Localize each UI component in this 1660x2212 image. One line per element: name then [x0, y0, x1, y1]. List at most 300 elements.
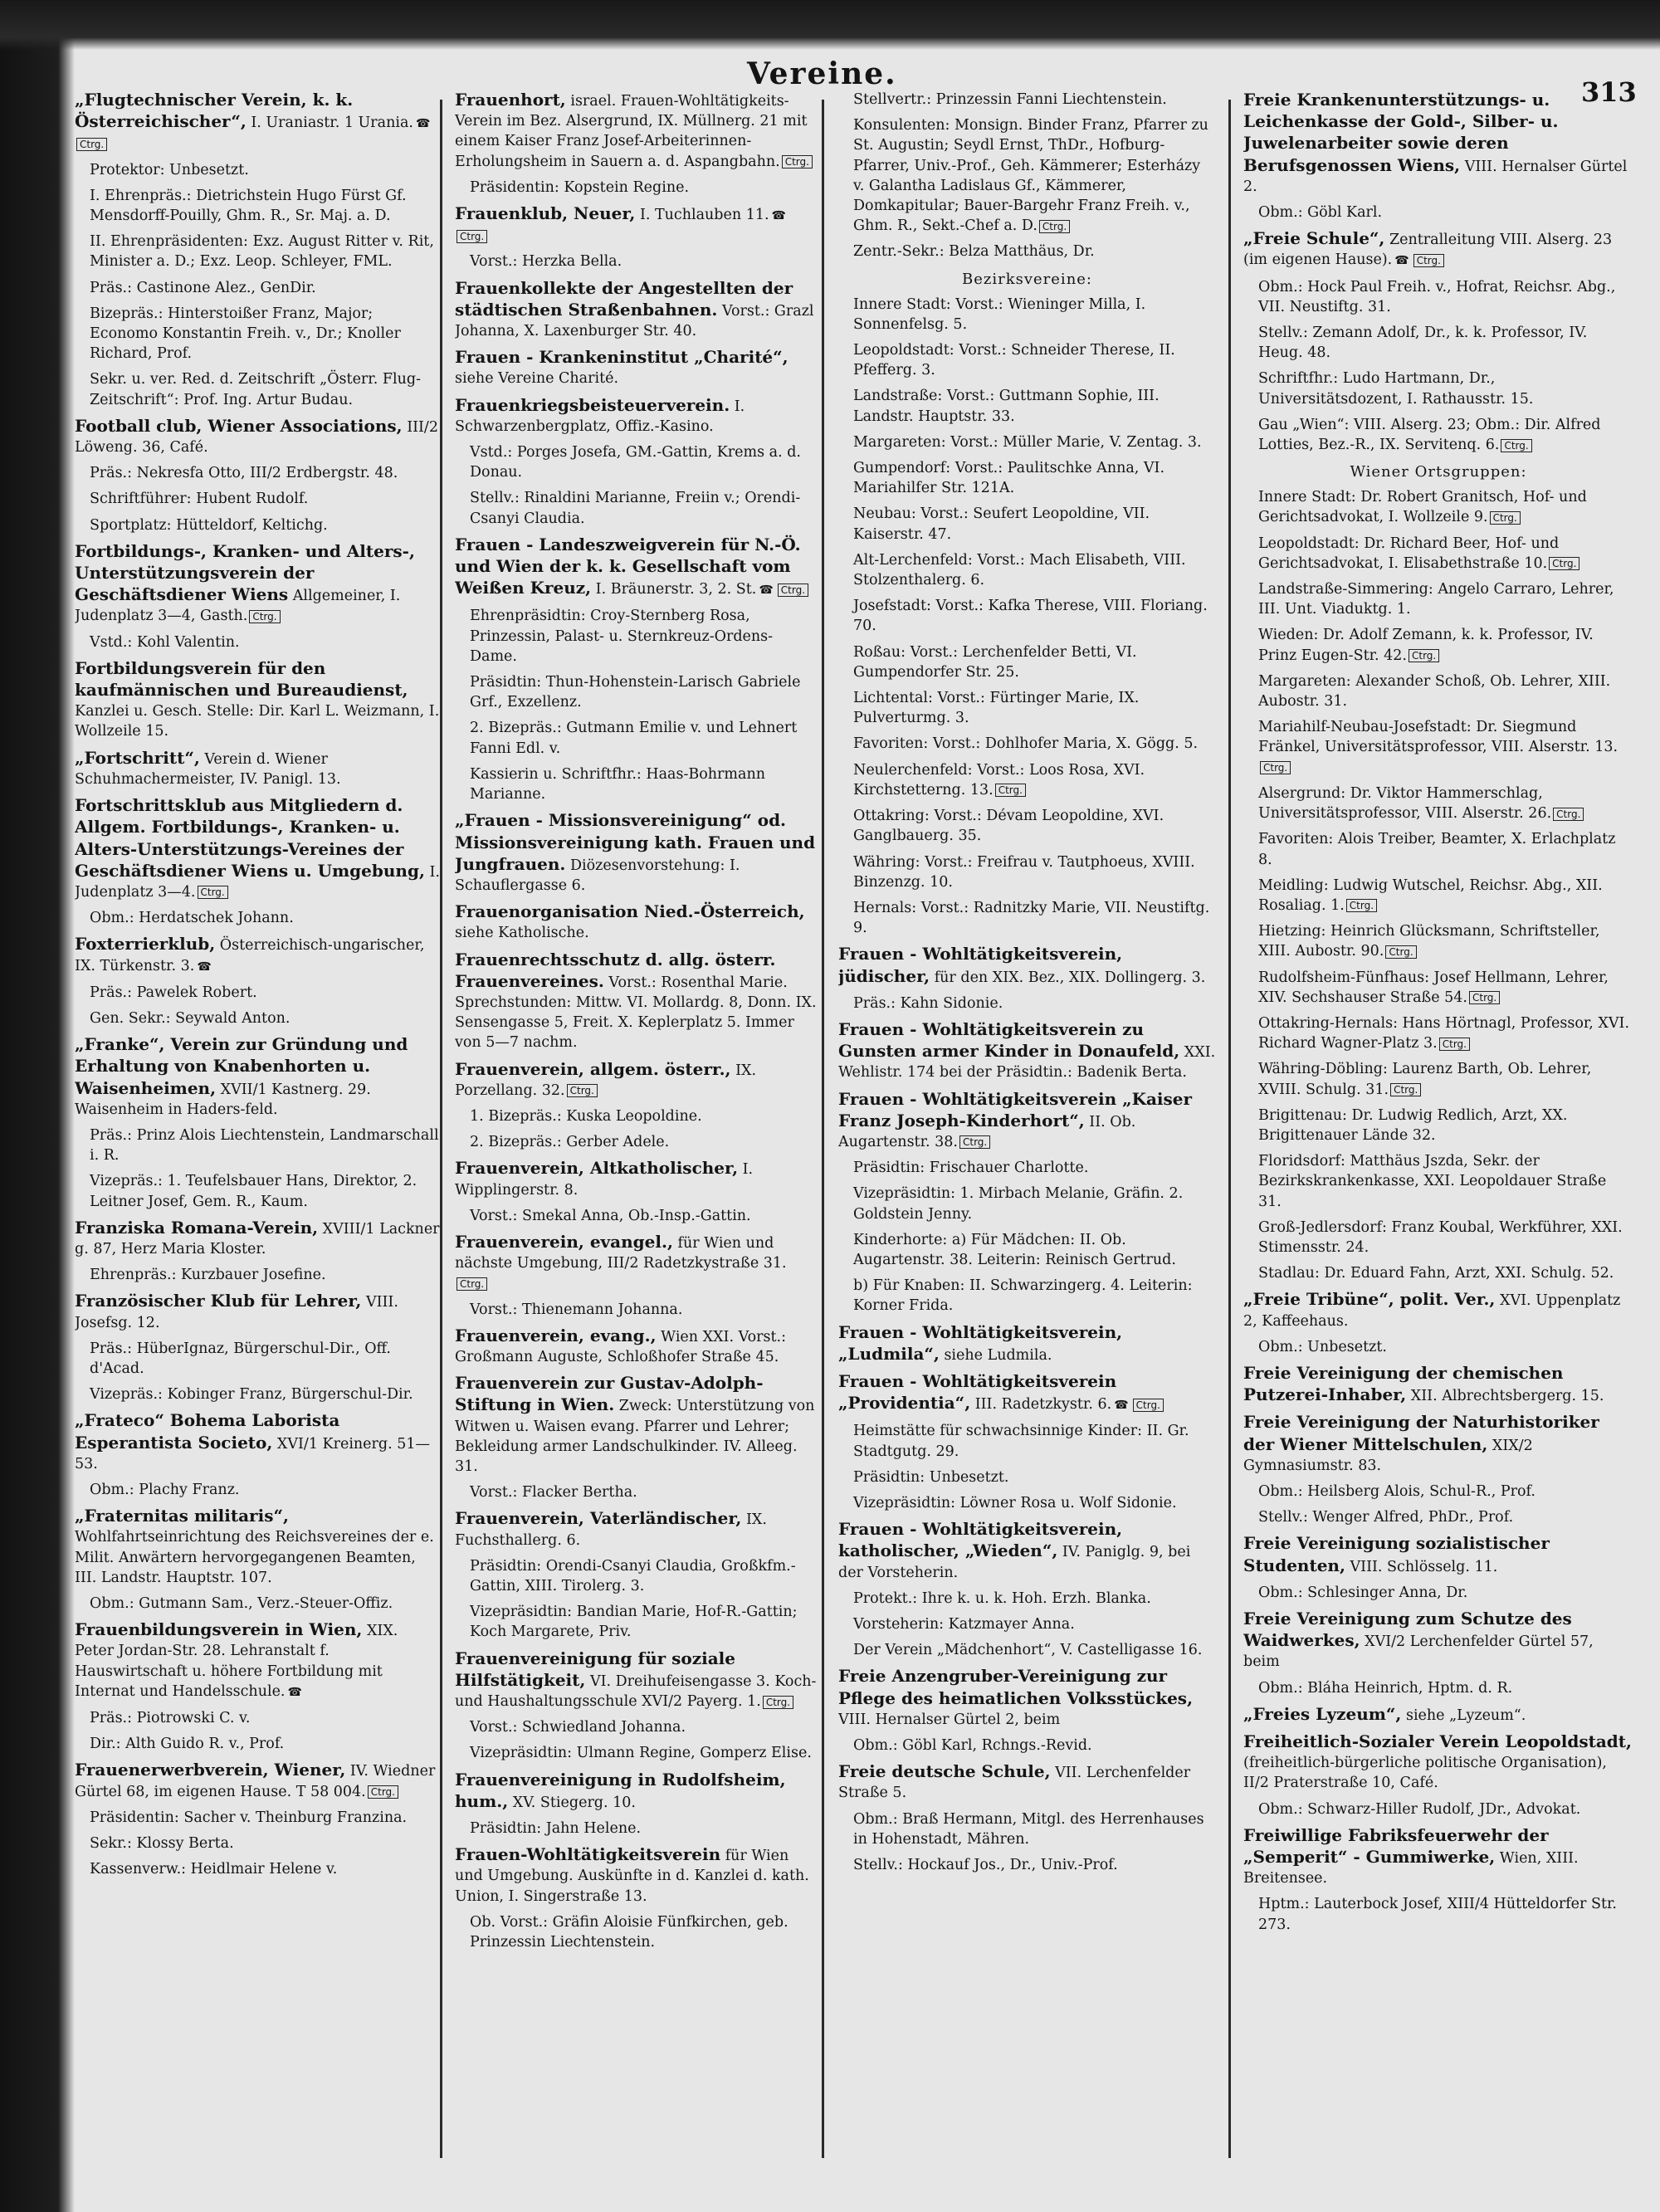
- entry-text: Protektor: Unbesetzt.: [90, 161, 249, 178]
- entry-heading: Freie Anzengruber-Vereinigung zur Pflege des heimatlichen Volksstückes,: [838, 1666, 1194, 1708]
- section-heading: Bezirksvereine:: [961, 270, 1092, 288]
- entry-text: Obm.: Unbesetzt.: [1258, 1338, 1387, 1355]
- entry-text: III/2 Löweng. 36, Café.: [75, 418, 438, 457]
- entry-text: I. Uraniastr. 1 Urania.: [251, 115, 413, 132]
- entry-heading: Frauen - Krankeninstitut „Charité“,: [455, 347, 788, 368]
- directory-entry: [75, 1384, 440, 1404]
- entry-text: Obm.: Gutmann Sam., Verz.-Steuer-Offiz.: [90, 1595, 393, 1612]
- directory-entry: [455, 764, 820, 804]
- ctrg-badge: Ctrg.: [1346, 899, 1377, 912]
- directory-entry: [1243, 369, 1633, 408]
- directory-entry: [838, 1614, 1216, 1634]
- directory-entry: [455, 1602, 820, 1642]
- entry-text: Margareten: Alexander Schoß, Ob. Lehrer, XIII. Aubostr. 31.: [1258, 672, 1611, 710]
- ctrg-badge: Ctrg.: [1553, 808, 1584, 821]
- entry-text: Vizepräs.: Kobinger Franz, Bürgerschul-Dir.: [90, 1386, 413, 1404]
- directory-entry: [838, 458, 1216, 498]
- entry-text: Stellv.: Zemann Adolf, Dr., k. k. Professor, IV. Heug. 48.: [1258, 325, 1588, 362]
- entry-text: Obm.: Plachy Franz.: [90, 1481, 240, 1498]
- page-title: Vereine.: [747, 56, 897, 91]
- directory-entry: [455, 1132, 820, 1152]
- directory-entry: [1243, 1412, 1633, 1476]
- ctrg-badge: Ctrg.: [1039, 220, 1070, 233]
- telephone-icon: ☎: [197, 960, 212, 974]
- directory-entry: [455, 1059, 820, 1101]
- directory-entry: [75, 983, 440, 1003]
- directory-entry: [75, 304, 440, 364]
- directory-entry: [838, 1519, 1216, 1583]
- directory-entry: [1243, 90, 1633, 197]
- directory-entry: [75, 1506, 440, 1588]
- telephone-icon: ☎: [771, 209, 786, 223]
- entry-text: Vstd.: Porges Josefa, GM.-Gattin, Krems a. d. Donau.: [470, 444, 801, 481]
- entry-text: XIX. Peter Jordan-Str. 28. Lehranstalt f. Hauswirtschaft u. höhere Fortbildung mit Internat und Handelsschule.: [75, 1623, 398, 1700]
- directory-entry: [455, 606, 820, 667]
- entry-text: Vizepräsidtin: 1. Mirbach Melanie, Gräfin. 2. Goldstein Jenny.: [853, 1185, 1184, 1223]
- directory-entry: [838, 1809, 1216, 1849]
- directory-entry: [1243, 717, 1633, 778]
- directory-entry: [838, 852, 1216, 892]
- directory-entry: [838, 432, 1216, 452]
- directory-entry: [455, 672, 820, 712]
- directory-entry: [838, 1493, 1216, 1513]
- entry-heading: Frauen - Wohltätigkeitsverein, katholischer, „Wieden“,: [838, 1519, 1123, 1561]
- directory-entry: [75, 1339, 440, 1379]
- entry-text: Obm.: Herdatschek Johann.: [90, 910, 294, 927]
- column-rule: [822, 100, 824, 2158]
- directory-entry: [455, 442, 820, 482]
- directory-entry: [1243, 1894, 1633, 1934]
- entry-text: siehe Ludmila.: [944, 1346, 1052, 1364]
- directory-entry: [75, 1594, 440, 1614]
- directory-entry: [1243, 876, 1633, 916]
- directory-entry: [75, 1760, 440, 1801]
- entry-text: Margareten: Vorst.: Müller Marie, V. Zentag. 3.: [853, 433, 1202, 451]
- directory-entry: [455, 278, 820, 342]
- entry-heading: Fortbildungs-, Kranken- und Alters-, Unterstützungsverein der Geschäftsdiener Wiens: [75, 540, 415, 605]
- scan-edge-left: [0, 0, 75, 2212]
- entry-text: Ehrenpräs.: Kurzbauer Josefine.: [90, 1267, 326, 1284]
- entry-heading: Frauenverein, allgem. österr.,: [455, 1058, 731, 1079]
- directory-entry: [838, 596, 1216, 636]
- entry-heading: Frauenvereinigung in Rudolfsheim, hum.,: [455, 1769, 786, 1811]
- entry-text: XXI. Wehlistr. 174 bei der Präsidtin.: Badenik Berta.: [838, 1044, 1216, 1082]
- entry-heading: Frauenvereinigung für soziale Hilfstätigkeit,: [455, 1648, 735, 1690]
- entry-text: Stellv.: Rinaldini Marianne, Freiin v.; Orendi-Csanyi Claudia.: [470, 490, 801, 527]
- directory-entry: [455, 718, 820, 758]
- entry-text: Zweck: Unterstützung von Witwen u. Waisen evang. Pfarrer und Lehrer; Bekleidung armer Landschulkinder. IV. Alleeg. 31.: [455, 1398, 815, 1475]
- entry-text: I. Bräunerstr. 3, 2. St.: [595, 581, 757, 598]
- directory-entry: [838, 504, 1216, 544]
- entry-heading: Frauenverein, evangel.,: [455, 1231, 673, 1252]
- entry-text: für Wien und Umgebung. Auskünfte in d. Kanzlei d. kath. Union, I. Singerstraße 13.: [455, 1848, 809, 1905]
- directory-entry: [1243, 1678, 1633, 1698]
- directory-entry: [75, 541, 440, 627]
- entry-text: Lichtental: Vorst.: Fürtinger Marie, IX. Pulverturmg. 3.: [853, 690, 1140, 727]
- entry-text: XV. Stiegerg. 10.: [512, 1794, 636, 1811]
- entry-text: Sportplatz: Hütteldorf, Keltichg.: [90, 516, 328, 534]
- entry-text: Leopoldstadt: Vorst.: Schneider Therese, II. Pfefferg. 3.: [853, 342, 1175, 379]
- entry-text: VIII. Schlösselg. 11.: [1350, 1558, 1498, 1575]
- entry-text: IV. Paniglg. 9, bei der Vorsteherin.: [838, 1544, 1191, 1581]
- entry-heading: „Fraternitas militaris“,: [75, 1506, 289, 1526]
- directory-entry: [1243, 625, 1633, 665]
- entry-text: Zentr.-Sekr.: Belza Matthäus, Dr.: [853, 243, 1095, 261]
- directory-entry: [75, 934, 440, 976]
- entry-text: Allgemeiner, I. Judenplatz 3—4, Gasth.: [75, 588, 401, 625]
- entry-text: Kinderhorte: a) Für Mädchen: II. Ob. Augartenstr. 38. Leiterin: Reinisch Gertrud.: [853, 1231, 1176, 1268]
- ctrg-badge: Ctrg.: [1439, 1038, 1470, 1051]
- entry-text: Hietzing: Heinrich Glücksmann, Schriftsteller, XIII. Aubostr. 90.: [1258, 923, 1600, 960]
- ctrg-badge: Ctrg.: [76, 138, 107, 151]
- entry-text: Vorst.: Schwiedland Johanna.: [470, 1719, 686, 1736]
- directory-entry: [455, 1232, 820, 1294]
- entry-heading: „Freies Lyzeum“,: [1243, 1703, 1402, 1724]
- entry-heading: Frauenrechtsschutz d. allg. österr. Frauenvereines.: [455, 949, 776, 991]
- entry-text: 2. Bizepräs.: Gerber Adele.: [470, 1134, 670, 1151]
- directory-entry: [1243, 1533, 1633, 1576]
- directory-entry: [75, 1218, 440, 1259]
- directory-entry: [1243, 1289, 1633, 1331]
- directory-entry: [75, 232, 440, 271]
- directory-entry: [455, 395, 820, 437]
- entry-text: Landstraße-Simmering: Angelo Carraro, Lehrer, III. Unt. Viaduktg. 1.: [1258, 581, 1614, 618]
- ctrg-badge: Ctrg.: [1390, 1083, 1421, 1096]
- entry-text: Sekr.: Klossy Berta.: [90, 1835, 234, 1853]
- ctrg-badge: Ctrg.: [1469, 991, 1500, 1004]
- entry-heading: Freie deutsche Schule,: [838, 1761, 1051, 1782]
- directory-entry: [455, 203, 820, 246]
- entry-text: Stellv.: Wenger Alfred, PhDr., Prof.: [1258, 1509, 1514, 1526]
- ctrg-badge: Ctrg.: [1490, 511, 1521, 525]
- directory-entry: [1243, 921, 1633, 961]
- entry-text: IX. Fuchsthallerg. 6.: [455, 1511, 767, 1549]
- entry-heading: Frauenerwerbverein, Wiener,: [75, 1760, 346, 1780]
- directory-entry: [1243, 1583, 1633, 1603]
- directory-entry: [1243, 534, 1633, 574]
- entry-text: für Wien und nächste Umgebung, III/2 Radetzkystraße 31.: [455, 1234, 787, 1272]
- entry-heading: Frauenkriegsbeisteuerverein.: [455, 394, 730, 415]
- ctrg-badge: Ctrg.: [1409, 649, 1439, 662]
- directory-entry: [455, 1373, 820, 1477]
- column-4: [1243, 90, 1633, 2181]
- entry-text: Währing: Vorst.: Freifrau v. Tautphoeus, XVIII. Binzenzg. 10.: [853, 853, 1195, 891]
- directory-entry: [838, 550, 1216, 590]
- entry-text: XVI. Uppenplatz 2, Kaffeehaus.: [1243, 1292, 1621, 1330]
- directory-entry: [838, 688, 1216, 728]
- entry-text: 1. Bizepräs.: Kuska Leopoldine.: [470, 1107, 702, 1125]
- directory-entry: [1243, 1106, 1633, 1145]
- entry-text: Obm.: Schlesinger Anna, Dr.: [1258, 1584, 1468, 1601]
- directory-entry: [455, 1844, 820, 1907]
- entry-text: VIII. Hernalser Gürtel 2.: [1243, 158, 1628, 195]
- entry-text: israel. Frauen-Wohltätigkeits-Verein im Bez. Alsergrund, IX. Müllnerg. 21 mit einem Kaiser Franz Josef-Arbeiterinnen-Erholungsheim in Sauern a. d. Aspangbahn.: [455, 93, 808, 170]
- entry-text: Präs.: Kahn Sidonie.: [853, 994, 1003, 1012]
- directory-entry: [75, 1126, 440, 1165]
- column-1: [75, 90, 440, 2181]
- entry-text: Präsidtin: Unbesetzt.: [853, 1468, 1009, 1486]
- entry-text: Vizepräsidtin: Löwner Rosa u. Wolf Sidonie.: [853, 1494, 1177, 1511]
- directory-entry: [1243, 1482, 1633, 1502]
- entry-text: Mariahilf-Neubau-Josefstadt: Dr. Siegmund Fränkel, Universitätsprofessor, VIII. Alserstr. 13.: [1258, 719, 1618, 756]
- telephone-icon: ☎: [759, 584, 774, 598]
- telephone-icon: ☎: [1114, 1399, 1129, 1413]
- entry-text: Obm.: Göbl Karl.: [1258, 204, 1383, 222]
- entry-text: Stellv.: Hockauf Jos., Dr., Univ.-Prof.: [853, 1857, 1118, 1874]
- entry-text: Ob. Vorst.: Gräfin Aloisie Fünfkirchen, geb. Prinzessin Liechtenstein.: [470, 1913, 788, 1951]
- directory-entry: [838, 1467, 1216, 1487]
- directory-entry: [455, 901, 820, 943]
- directory-entry: [75, 1708, 440, 1728]
- directory-entry: [455, 810, 820, 896]
- directory-entry: [455, 1770, 820, 1813]
- column-rule: [1228, 100, 1231, 2158]
- ctrg-badge: Ctrg.: [1413, 254, 1444, 267]
- entry-heading: Freie Vereinigung der chemischen Putzerei-Inhaber,: [1243, 1362, 1564, 1405]
- directory-entry: [838, 642, 1216, 682]
- entry-text: Stellvertr.: Prinzessin Fanni Liechtenstein.: [853, 91, 1167, 108]
- telephone-icon: ☎: [415, 117, 431, 131]
- entry-text: siehe Katholische.: [455, 925, 589, 942]
- entry-text: Schriftfhr.: Ludo Hartmann, Dr., Universitätsdozent, I. Rathausstr. 15.: [1258, 370, 1534, 408]
- directory-entry: [75, 278, 440, 298]
- entry-text: Leopoldstadt: Dr. Richard Beer, Hof- und Gerichtsadvokat, I. Elisabethstraße 10.: [1258, 535, 1560, 572]
- entry-text: XVIII/1 Lackner g. 87, Herz Maria Kloster.: [75, 1220, 440, 1257]
- entry-text: Präsidentin: Kopstein Regine.: [470, 178, 690, 196]
- entry-text: III. Radetzkystr. 6.: [974, 1396, 1112, 1414]
- directory-entry: [75, 908, 440, 928]
- entry-text: IV. Wiedner Gürtel 68, im eigenen Hause. T 58 004.: [75, 1763, 436, 1800]
- entry-text: XVI/2 Lerchenfelder Gürtel 57, beim: [1243, 1633, 1594, 1671]
- directory-entry: [838, 944, 1216, 987]
- directory-entry: [1243, 323, 1633, 363]
- directory-entry: [455, 1106, 820, 1126]
- ctrg-badge: Ctrg.: [1133, 1399, 1164, 1412]
- column-rule: [440, 100, 442, 2158]
- entry-text: II. Ob. Augartenstr. 38.: [838, 1113, 1136, 1150]
- entry-text: Obm.: Braß Hermann, Mitgl. des Herrenhauses in Hohenstadt, Mähren.: [853, 1810, 1204, 1848]
- entry-heading: Fortschrittsklub aus Mitgliedern d. Allgem. Fortbildungs-, Kranken- u. Alters-Unterstützungs-Vereines der Geschäftsdiener Wiens u. Umgebung,: [75, 795, 425, 881]
- entry-text: Heimstätte für schwachsinnige Kinder: II. Gr. Stadtgutg. 29.: [853, 1423, 1189, 1460]
- ctrg-badge: Ctrg.: [1501, 439, 1531, 452]
- directory-entry: [455, 1206, 820, 1226]
- entry-heading: Frauenverein, Altkatholischer,: [455, 1158, 739, 1179]
- entry-heading: Frauen - Wohltätigkeitsverein „Kaiser Franz Joseph-Kinderhort“,: [838, 1088, 1193, 1130]
- entry-text: für den XIX. Bez., XIX. Dollingerg. 3.: [934, 969, 1206, 986]
- entry-heading: Frauenbildungsverein in Wien,: [75, 1619, 363, 1640]
- entry-heading: Foxterrierklub,: [75, 934, 216, 955]
- entry-heading: Fortbildungsverein für den kaufmännischen und Bureaudienst,: [75, 657, 408, 701]
- entry-text: II. Ehrenpräsidenten: Exz. August Ritter v. Rit, Minister a. D.; Exz. Leop. Schleyer, FML.: [90, 233, 434, 271]
- directory-entry: [455, 1717, 820, 1737]
- entry-text: siehe „Lyzeum“.: [1405, 1707, 1526, 1724]
- entry-heading: „Freie Schule“,: [1243, 228, 1385, 249]
- entry-text: Roßau: Vorst.: Lerchenfelder Betti, VI. Gumpendorfer Str. 25.: [853, 643, 1137, 681]
- directory-entry: [75, 369, 440, 409]
- entry-text: Alt-Lerchenfeld: Vorst.: Mach Elisabeth, VIII. Stolzenthalerg. 6.: [853, 551, 1186, 589]
- entry-text: Wien, XIII. Breitensee.: [1243, 1850, 1579, 1887]
- entry-heading: Frauen-Wohltätigkeitsverein: [455, 1844, 721, 1865]
- entry-text: Diözesenvorstehung: I. Schauflergasse 6.: [455, 857, 740, 894]
- entry-text: Konsulenten: Monsign. Binder Franz, Pfarrer zu St. Augustin; Seydl Ernst, ThDr., Hofburg-Pfarrer, Univ.-Prof., Geh. Kämmerer; Esterházy v. Galantha Ladislaus Gf., Kämmerer, Domkapitular; Bauer-Bargehr Franz Freih. v., Ghm. R., Sekt.-Chef a. D.: [853, 117, 1208, 235]
- entry-text: I. Tuchlauben 11.: [639, 207, 769, 224]
- entry-heading: „Fortschritt“,: [75, 747, 200, 768]
- entry-text: Obm.: Hock Paul Freih. v., Hofrat, Reichsr. Abg., VII. Neustiftg. 31.: [1258, 278, 1616, 315]
- directory-entry: [1243, 671, 1633, 711]
- directory-entry: [75, 795, 440, 902]
- directory-entry: [838, 242, 1216, 261]
- entry-text: Floridsdorf: Matthäus Jszda, Sekr. der Bezirkskrankenkasse, XXI. Leopoldauer Straße 31.: [1258, 1153, 1607, 1210]
- directory-entry: [838, 115, 1216, 236]
- entry-text: Bizepräs.: Hinterstoißer Franz, Major; Economo Konstantin Freih. v., Dr.; Knoller Richard, Prof.: [90, 305, 401, 363]
- directory-entry: [838, 1230, 1216, 1270]
- entry-text: Präsidtin: Jahn Helene.: [470, 1820, 642, 1838]
- ctrg-badge: Ctrg.: [959, 1135, 990, 1149]
- entry-text: 2. Bizepräs.: Gutmann Emilie v. und Lehnert Fanni Edl. v.: [470, 720, 798, 757]
- directory-entry: [838, 1322, 1216, 1365]
- directory-entry: [1243, 1799, 1633, 1819]
- directory-entry: [1243, 829, 1633, 869]
- directory-entry: [1243, 1151, 1633, 1212]
- entry-text: (freiheitlich-bürgerliche politische Organisation), II/2 Praterstraße 10, Café.: [1243, 1755, 1607, 1792]
- entry-text: Vizepräs.: 1. Teufelsbauer Hans, Direktor, 2. Leitner Josef, Gem. R., Kaum.: [90, 1173, 417, 1210]
- entry-text: Ehrenpräsidtin: Croy-Sternberg Rosa, Prinzessin, Palast- u. Sternkreuz-Ordens-Dame.: [470, 608, 774, 665]
- ctrg-badge: Ctrg.: [368, 1785, 398, 1799]
- directory-entry: [838, 1761, 1216, 1803]
- entry-text: Favoriten: Alois Treiber, Beamter, X. Erlachplatz 8.: [1258, 831, 1616, 868]
- directory-entry: [75, 1480, 440, 1500]
- entry-text: Der Verein „Mädchenhort“, V. Castelligasse 16.: [853, 1642, 1203, 1659]
- directory-entry: [1243, 1825, 1633, 1889]
- directory-entry: [455, 1556, 820, 1596]
- entry-heading: Frauenverein zur Gustav-Adolph-Stiftung in Wien.: [455, 1373, 764, 1415]
- entry-text: Vorst.: Rosenthal Marie. Sprechstunden: Mittw. VI. Mollardg. 8, Donn. IX. Sensengasse 5, Freit. X. Keplerplatz 5. Immer von 5—7 nachm.: [455, 974, 817, 1052]
- directory-entry: [75, 1619, 440, 1702]
- entry-text: Josefstadt: Vorst.: Kafka Therese, VIII. Floriang. 70.: [853, 598, 1208, 635]
- directory-entry: [75, 1171, 440, 1211]
- directory-entry: [838, 1736, 1216, 1755]
- directory-entry: [1243, 203, 1633, 222]
- section-heading: Wiener Ortsgruppen:: [1350, 463, 1527, 481]
- entry-text: Obm.: Bláha Heinrich, Hptm. d. R.: [1258, 1679, 1513, 1697]
- ctrg-badge: Ctrg.: [249, 610, 280, 623]
- entry-heading: Frauen - Wohltätigkeitsverein „Providentia“,: [838, 1370, 1117, 1414]
- directory-entry: [1243, 968, 1633, 1008]
- entry-text: Vorst.: Thienemann Johanna.: [470, 1301, 683, 1318]
- directory-entry: [1243, 487, 1633, 527]
- entry-text: Präs.: Nekresfa Otto, III/2 Erdbergstr. 48.: [90, 465, 398, 482]
- entry-text: Vorst.: Grazl Johanna, X. Laxenburger Str. 40.: [455, 302, 814, 340]
- directory-entry: [838, 1276, 1216, 1316]
- ctrg-badge: Ctrg.: [198, 886, 228, 899]
- directory-entry: [75, 748, 440, 789]
- page-number: 313: [1581, 76, 1637, 108]
- entry-text: Ottakring-Hernals: Hans Hörtnagl, Professor, XVI. Richard Wagner-Platz 3.: [1258, 1014, 1630, 1052]
- directory-entry: [75, 1834, 440, 1853]
- entry-heading: Freiwillige Fabriksfeuerwehr der „Semperit“ - Gummiwerke,: [1243, 1824, 1549, 1868]
- entry-text: Präsidentin: Sacher v. Theinburg Franzina.: [90, 1809, 408, 1826]
- entry-text: I. Ehrenpräs.: Dietrichstein Hugo Fürst Gf. Mensdorff-Pouilly, Ghm. R., Sr. Maj. a. D.: [90, 187, 407, 225]
- entry-text: I. Schwarzenbergplatz, Offiz.-Kasino.: [455, 398, 745, 435]
- entry-text: Favoriten: Vorst.: Dohlhofer Maria, X. Gögg. 5.: [853, 735, 1199, 753]
- entry-heading: Frauenklub, Neuer,: [455, 203, 636, 224]
- directory-entry: [455, 251, 820, 271]
- entry-text: Währing-Döbling: Laurenz Barth, Ob. Lehrer, XVIII. Schulg. 31.: [1258, 1061, 1592, 1098]
- directory-entry: [1243, 1731, 1633, 1794]
- directory-entry: [838, 1184, 1216, 1223]
- entry-text: Vstd.: Kohl Valentin.: [90, 633, 240, 651]
- entry-heading: Football club, Wiener Associations,: [75, 415, 403, 436]
- directory-entry: [75, 1291, 440, 1332]
- directory-entry: [1243, 1013, 1633, 1053]
- directory-entry: [455, 1482, 820, 1502]
- entry-text: b) Für Knaben: II. Schwarzingerg. 4. Leiterin: Korner Frida.: [853, 1277, 1193, 1315]
- directory-entry: [838, 806, 1216, 846]
- directory-entry: [838, 386, 1216, 426]
- directory-entry: [1243, 784, 1633, 823]
- entry-heading: „Flugtechnischer Verein, k. k. Österreichischer“,: [75, 90, 354, 132]
- entry-text: Vorst.: Smekal Anna, Ob.-Insp.-Gattin.: [470, 1207, 751, 1224]
- ctrg-badge: Ctrg.: [763, 1696, 793, 1709]
- entry-text: Protekt.: Ihre k. u. k. Hoh. Erzh. Blanka.: [853, 1589, 1151, 1607]
- directory-entry: [75, 1808, 440, 1828]
- entry-text: Präs.: HüberIgnaz, Bürgerschul-Dir., Off. d'Acad.: [90, 1340, 391, 1377]
- entry-heading: „Frateco“ Bohema Laborista Esperantista Societo,: [75, 1410, 340, 1453]
- entry-text: Vorsteherin: Katzmayer Anna.: [853, 1616, 1075, 1633]
- directory-entry: [75, 1410, 440, 1474]
- directory-entry: [75, 1034, 440, 1120]
- entry-text: Groß-Jedlersdorf: Franz Koubal, Werkführer, XXI. Stimensstr. 24.: [1258, 1218, 1623, 1256]
- entry-text: Ottakring: Vorst.: Dévam Leopoldine, XVI. Ganglbauerg. 35.: [853, 808, 1164, 845]
- entry-heading: Freie Krankenunterstützungs- u. Leichenkasse der Gold-, Silber- u. Juwelenarbeiter sowie deren Berufsgenossen Wiens,: [1243, 90, 1559, 175]
- entry-heading: Freie Vereinigung zum Schutze des Waidwerkes,: [1243, 1609, 1572, 1651]
- entry-text: VI. Dreihufeisengasse 3. Koch- und Haushaltungsschule XVI/2 Payerg. 1.: [455, 1672, 817, 1711]
- directory-entry: [1243, 415, 1633, 455]
- entry-text: Innere Stadt: Dr. Robert Granitsch, Hof- und Gerichtsadvokat, I. Wollzeile 9.: [1258, 489, 1587, 526]
- directory-entry: [1243, 1218, 1633, 1257]
- ctrg-badge: Ctrg.: [567, 1084, 598, 1097]
- directory-entry: [455, 488, 820, 528]
- directory-entry: [75, 90, 440, 154]
- directory-entry: [455, 950, 820, 1053]
- directory-entry: [1243, 228, 1633, 271]
- entry-text: Präs.: Prinz Alois Liechtenstein, Landmarschall i. R.: [90, 1126, 439, 1165]
- entry-text: I. Wipplingerstr. 8.: [455, 1161, 754, 1199]
- entry-text: Gau „Wien“: VIII. Alserg. 23; Obm.: Dir. Alfred Lotties, Bez.-R., IX. Servitenq. 6.: [1258, 416, 1601, 454]
- directory-entry: [455, 1912, 820, 1952]
- ctrg-badge: Ctrg.: [782, 155, 813, 168]
- directory-entry: [838, 1019, 1216, 1083]
- entry-text: Präs.: Pawelek Robert.: [90, 984, 257, 1001]
- entry-heading: Frauenorganisation Nied.-Österreich,: [455, 901, 805, 922]
- directory-entry: [1243, 1337, 1633, 1357]
- entry-text: Gumpendorf: Vorst.: Paulitschke Anna, VI. Mariahilfer Str. 121A.: [853, 460, 1165, 497]
- entry-heading: „Frauen - Missionsvereinigung“ od. Missionsvereinigung kath. Frauen und Jungfrauen.: [455, 810, 816, 874]
- entry-text: Obm.: Göbl Karl, Rchngs.-Revid.: [853, 1737, 1092, 1755]
- column-3: [838, 90, 1216, 2181]
- directory-entry: [455, 1819, 820, 1838]
- directory-entry: [1243, 1704, 1633, 1726]
- entry-text: Landstraße: Vorst.: Guttmann Sophie, III. Landstr. Hauptstr. 33.: [853, 388, 1160, 425]
- ctrg-badge: Ctrg.: [456, 230, 487, 243]
- entry-text: Wohlfahrtseinrichtung des Reichsvereines der e. Milit. Anwärtern hervorgegangenen Beamten, III. Landstr. Hauptstr. 107.: [75, 1529, 434, 1586]
- directory-entry: [1243, 1059, 1633, 1099]
- directory-entry: [1243, 1263, 1633, 1283]
- entry-text: Meidling: Ludwig Wutschel, Reichsr. Abg., XII. Rosaliag. 1.: [1258, 876, 1603, 914]
- directory-entry: [75, 463, 440, 483]
- directory-entry: [838, 994, 1216, 1013]
- ctrg-badge: Ctrg.: [778, 584, 808, 597]
